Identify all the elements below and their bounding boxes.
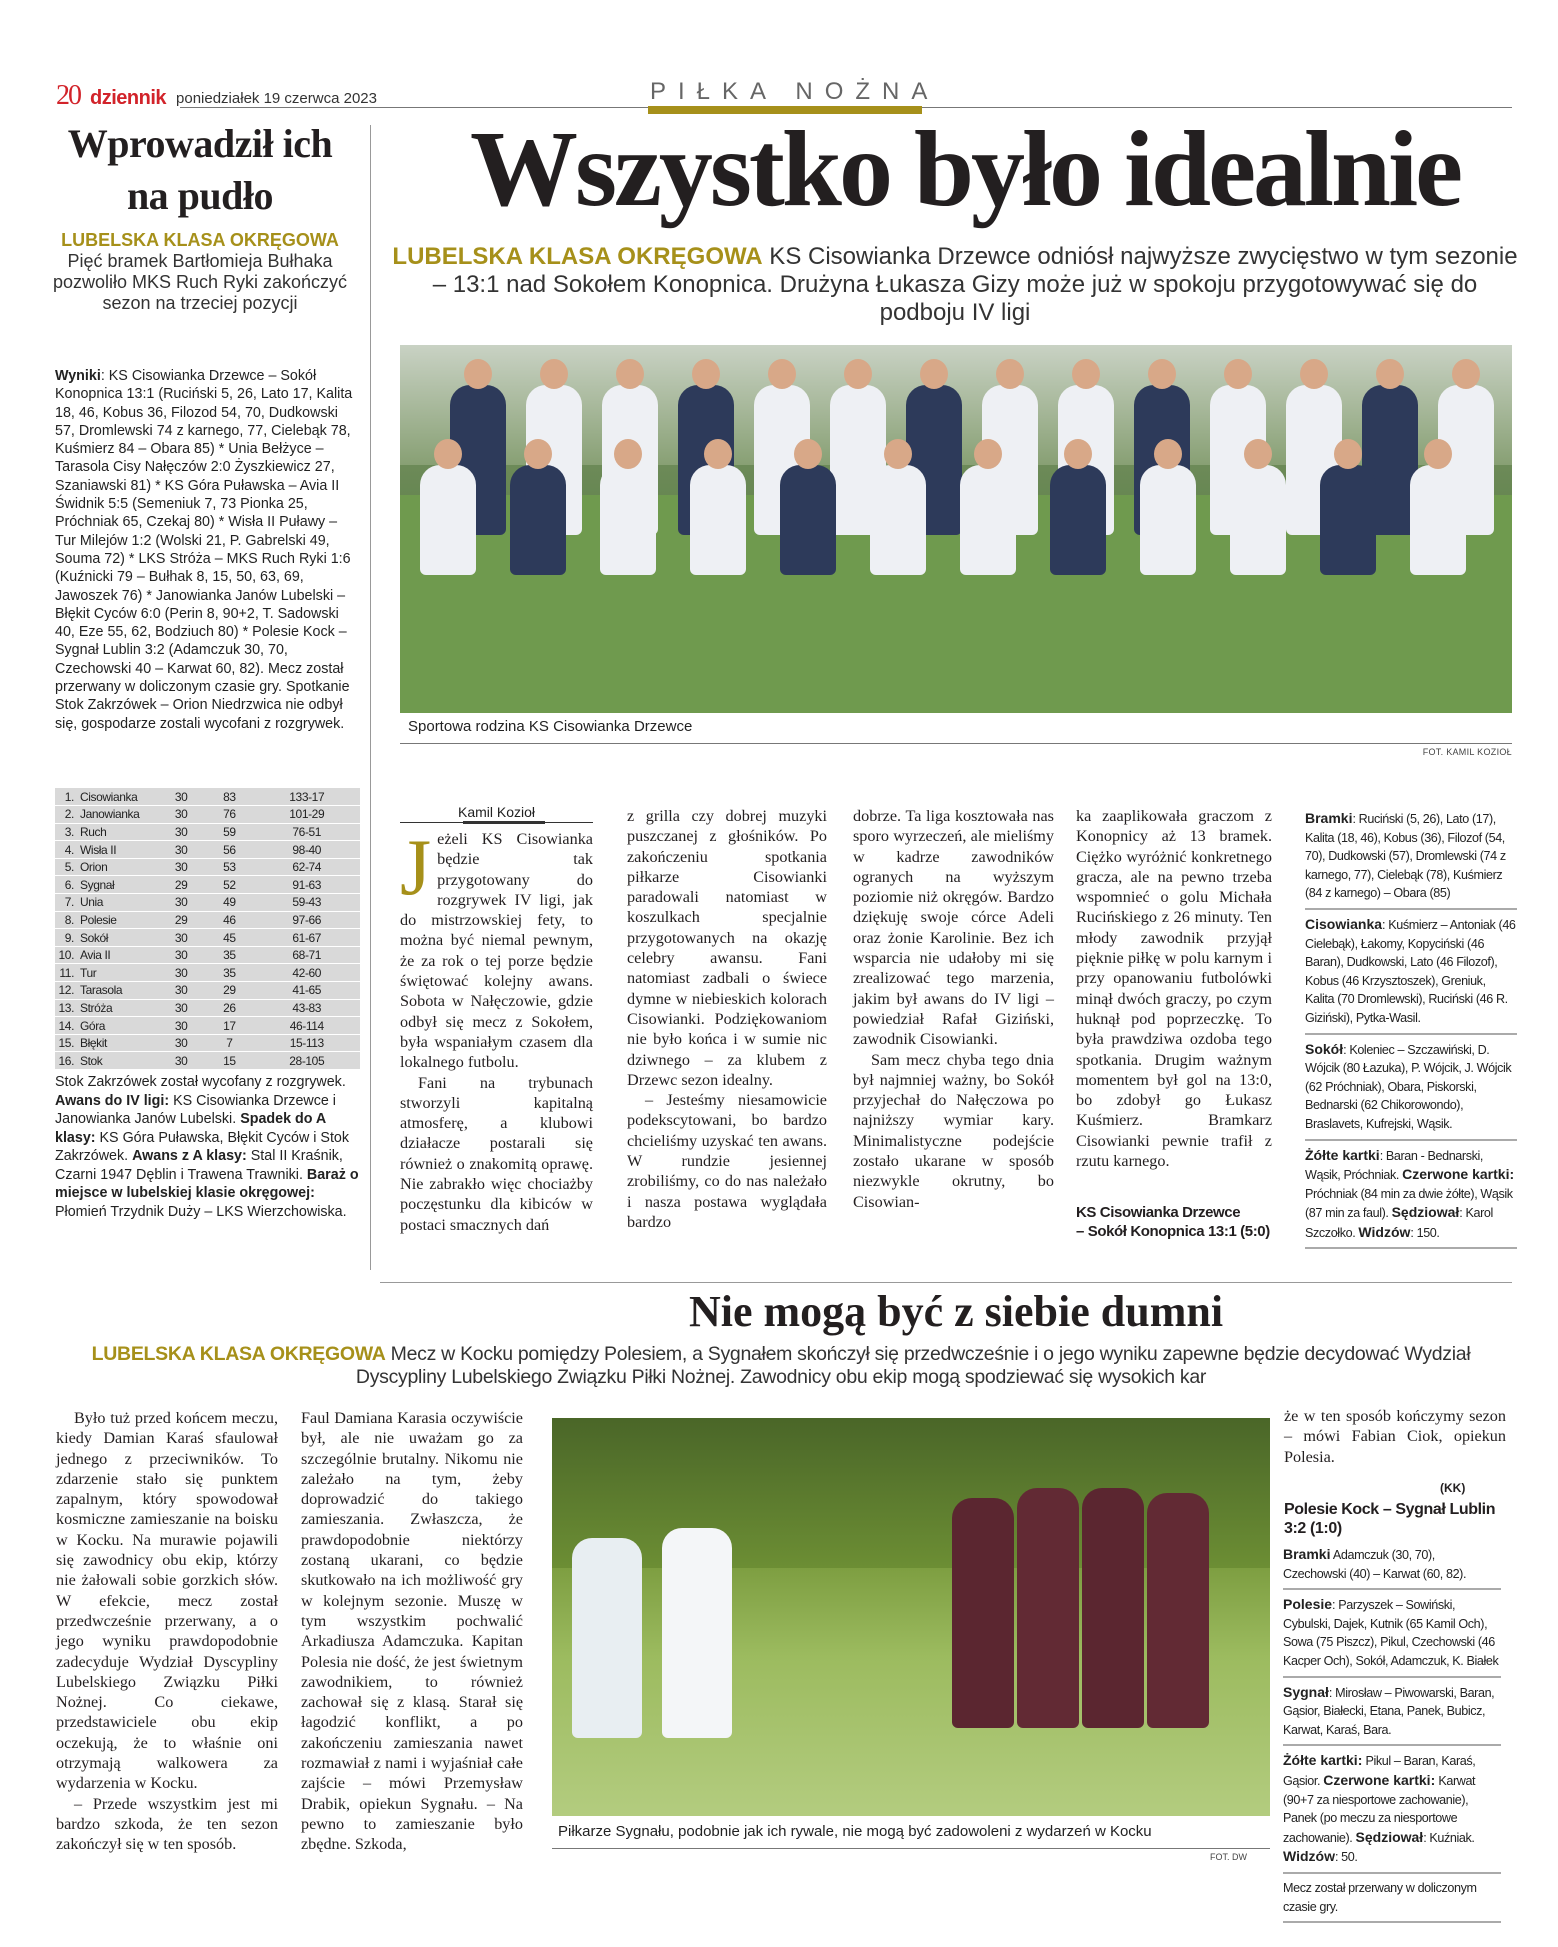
facts-label: Cisowianka (1305, 915, 1383, 932)
facts-lineup-home (1283, 1595, 1501, 1677)
standings-goals: 46-114 (254, 1017, 361, 1035)
standings-pos: 12. (55, 982, 77, 1000)
standings-pos: 15. (55, 1034, 77, 1052)
standings-goals: 41-65 (254, 982, 361, 1000)
team-photo (400, 345, 1512, 713)
table-row (55, 1052, 360, 1070)
facts-text: Adamczuk (30, 70), Czechowski (40) – Karwat (60, 82). (1283, 1548, 1467, 1581)
standings-pos: 10. (55, 946, 77, 964)
article2-column-3 (1284, 1406, 1506, 1467)
table-row (55, 788, 360, 806)
standings-pos: 1. (55, 788, 77, 806)
standings-points: 26 (205, 999, 253, 1017)
standings-team: Tur (77, 964, 157, 982)
article1-headline: Wszystko było idealnie (469, 110, 1461, 229)
standings-goals: 76-51 (254, 823, 361, 841)
facts-lineup-away (1283, 1683, 1501, 1747)
standings-points: 49 (205, 894, 253, 912)
person-head (614, 439, 642, 469)
relegation-text: KS Góra Puławska, Błękit Cyców i Stok Zakrzówek. (55, 1129, 350, 1164)
person-head (920, 359, 948, 389)
article2-match-facts (1283, 1545, 1501, 1928)
facts-text: : Mirosław – Piwowarski, Baran, Gąsior, Białecki, Etana, Panek, Bubicz, Karwat, Karaś, Bara. (1283, 1685, 1495, 1737)
standings-played: 30 (157, 806, 205, 824)
table-row (55, 999, 360, 1017)
caption-rule (552, 1848, 1270, 1849)
standings-points: 15 (205, 1052, 253, 1070)
promoted-in-label: Awans z A klasy: (132, 1148, 247, 1164)
person-head (1148, 359, 1176, 389)
article1-score (1076, 1203, 1272, 1241)
standings-played: 29 (157, 876, 205, 894)
person-head (768, 359, 796, 389)
standings-team: Stróża (77, 999, 157, 1017)
article2-lead-text: Mecz w Kocku pomiędzy Polesiem, a Sygnałem skończył się przedwcześnie i o jego wyniku zapewne będzie decydować Wydział Dyscypliny Lubelskiego Związku Piłki Nożnej. Zawodnicy obu ekip mogą spodziewać się wysokich kar (355, 1343, 1471, 1388)
standings-points: 52 (205, 876, 253, 894)
standings-pos: 2. (55, 806, 77, 824)
promoted-in-text: Stal II Kraśnik, Czarni 1947 Dęblin i Trawena Trawniki. (55, 1148, 343, 1183)
standings-goals: 101-29 (254, 806, 361, 824)
person-head (1244, 439, 1272, 469)
sidebar-kicker: LUBELSKA KLASA OKRĘGOWA (61, 230, 339, 250)
standings-goals: 15-113 (254, 1034, 361, 1052)
facts-goals (1283, 1545, 1501, 1590)
standings-played: 30 (157, 946, 205, 964)
standings-team: Orion (77, 858, 157, 876)
standings-goals: 91-63 (254, 876, 361, 894)
standings-played: 30 (157, 858, 205, 876)
person-head (996, 359, 1024, 389)
standings-points: 17 (205, 1017, 253, 1035)
playoff-text: Płomień Trzydnik Duży – LKS Wierzchowiska. (55, 1203, 347, 1220)
paragraph: ka zaaplikowała graczom z Konopnicy aż 13 bramek. Ciężko wyróżnić konkretnego gracza, ale na pewno trzeba wspomnieć o golu Michała Rucińskiego z 26 minuty. Ten młody zawodnik przyjął pięknie piłkę w polu karnym i przy opanowaniu futbolówki minął dwóch graczy, po czym huknął pod poprzeczkę. To była prawdziwa ozdoba tego spotkania. Drugim ważnym momentem był gol na 13:0, bo zdobył go Łukasz Kuśmierz. Bramkarz Cisowianki pewnie trafił z rzutu karnego. (1076, 807, 1272, 1171)
column-divider (370, 125, 371, 1270)
standings-team: Ruch (77, 823, 157, 841)
table-row (55, 858, 360, 876)
person-figure (870, 465, 926, 575)
person-head (540, 359, 568, 389)
playoff-label: Baraż o miejsce w lubelskiej klasie okręgowej: (55, 1166, 359, 1201)
facts-text: Próchniak (84 min za dwie żółte), Wąsik (87 min za faul). (1305, 1186, 1513, 1221)
standings-pos: 6. (55, 876, 77, 894)
article2-kicker: LUBELSKA KLASA OKRĘGOWA (91, 1343, 386, 1365)
standings-played: 29 (157, 911, 205, 929)
standings-goals: 42-60 (254, 964, 361, 982)
person-figure (600, 465, 656, 575)
person-figure (1410, 465, 1466, 575)
drop-cap: J (400, 824, 432, 912)
standings-pos: 5. (55, 858, 77, 876)
facts-text: : 50. (1334, 1850, 1358, 1865)
standings-goals: 28-105 (254, 1052, 361, 1070)
standings-pos: 16. (55, 1052, 77, 1070)
person-head (884, 439, 912, 469)
table-row (55, 1034, 360, 1052)
score-line-2: – Sokół Konopnica 13:1 (5:0) (1076, 1223, 1270, 1240)
facts-label: Bramki (1283, 1546, 1331, 1562)
facts-text: Mecz został przerwany w doliczonym czasie gry. (1283, 1880, 1477, 1914)
standings-played: 30 (157, 1034, 205, 1052)
facts-text: Pikul – Baran, Karaś, Gąsior. (1283, 1754, 1476, 1788)
paragraph: Faul Damiana Karasia oczywiście był, ale nie uważam go za szczególnie brutalny. Nikomu nie zależało na tym, żeby doprowadzić do takiego zamieszania. Zwłaszcza, że prawdopodobnie niektórzy zostaną ukarani, co będzie skutkowało na ich możliwość gry w kolejnym sezonie. Muszę w tym wszystkim pochwalić Arkadiusza Adamczuka. Kapitan Polesia nie dość, że jest świetnym zawodnikiem, to również zachował się z klasą. Starał się łagodzić konflikt, a po zakończeniu zamieszania nawet rozmawiał z nami i wyjaśniał całe zajście – mówi Przemysław Drabik, opiekun Sygnału. – Na pewno to zamieszanie było zbędne. Szkoda, (301, 1409, 523, 1854)
facts-label: Bramki (1305, 810, 1353, 826)
facts-text: : Parzyszek – Sowiński, Cybulski, Dajek, Kutnik (65 Kamil Och), Sowa (75 Piszcz), Pikul, Czechowski (46 Kacper Och), Sokół, Adamczuk, K. Białek (1283, 1598, 1499, 1668)
person-head (1424, 439, 1452, 469)
promotion-text: KS Cisowianka Drzewce i Janowianka Janów Lubelski. (55, 1092, 336, 1127)
standings-table (55, 788, 360, 1070)
byline: Kamil Kozioł (457, 804, 536, 820)
masthead (56, 80, 377, 111)
article2-headline: Nie mogą być z siebie dumni (688, 1287, 1224, 1336)
table-row (55, 806, 360, 824)
person-head (524, 439, 552, 469)
table-row (55, 911, 360, 929)
facts-label: Sygnał (1283, 1683, 1329, 1700)
table-row (55, 964, 360, 982)
standings-pos: 9. (55, 929, 77, 947)
paragraph: Było tuż przed końcem meczu, kiedy Damian Karaś sfaulował jednego z przeciwników. To zdarzenie stało się punktem zapalnym, który spowodował kosmiczne zamieszanie na boisku w Kocku. Na murawie pojawili się zawodnicy obu ekip, którzy nie żałowali sobie gorzkich słów. W efekcie, mecz został przedwcześnie przerwany, a o jego wyniku prawdopodobnie zadecyduje Wydział Dyscypliny Lubelskiego Związku Piłki Nożnej. Co ciekawe, przedstawiciele obu ekip oczekują, że to właśnie oni otrzymają walkowera za wydarzenia w Kocku. (56, 1409, 278, 1793)
section-label: PIŁKA NOŻNA (650, 78, 940, 105)
article1-match-facts (1305, 809, 1517, 1254)
paragraph: – Przede wszystkim jest mi bardzo szkoda, że ten sezon zakończył się w ten sposób. (56, 1794, 278, 1854)
facts-label: Czerwone kartki: (1323, 1771, 1436, 1788)
standings-goals: 62-74 (254, 858, 361, 876)
standings-team: Cisowianka (77, 788, 157, 806)
facts-text: : Kuśmierz – Antoniak (46 Cielebąk), Łakomy, Kopyciński (46 Baran), Dudkowski, Lato (46 Filozof), Kobus (46 Krzysztoszek), Greniuk, Kalita (70 Dromlewski), Ruciński (46 R. Giziński), Pytka-Wasil. (1305, 917, 1516, 1025)
person-figure (780, 465, 836, 575)
standings-team: Tarasola (77, 982, 157, 1000)
standings-points: 83 (205, 788, 253, 806)
standings-played: 30 (157, 1052, 205, 1070)
standings-played: 30 (157, 788, 205, 806)
caption-rule (400, 743, 1512, 744)
person-head (1064, 439, 1092, 469)
article2-column-2 (301, 1408, 523, 1855)
results-block (55, 367, 360, 733)
facts-lineup-away (1305, 1040, 1517, 1141)
person-figure (420, 465, 476, 575)
person-figure (960, 465, 1016, 575)
person-head (974, 439, 1002, 469)
article2-score (1284, 1500, 1504, 1538)
table-row (55, 894, 360, 912)
standings-played: 30 (157, 841, 205, 859)
person-figure (1230, 465, 1286, 575)
person-head (464, 359, 492, 389)
standings-note: Stok Zakrzówek został wycofany z rozgrywek. (55, 1074, 346, 1090)
person-head (1224, 359, 1252, 389)
standings-goals: 133-17 (254, 788, 361, 806)
standings-points: 53 (205, 858, 253, 876)
byline-bar (463, 821, 545, 824)
person-head (1452, 359, 1480, 389)
standings-pos: 11. (55, 964, 77, 982)
standings-team: Unia (77, 894, 157, 912)
player-maroon (952, 1498, 1014, 1728)
facts-label: Sędziował (1391, 1204, 1460, 1221)
facts-label: Sędziował (1355, 1828, 1424, 1845)
standings-team: Polesie (77, 911, 157, 929)
person-head (1376, 359, 1404, 389)
article2-column-1 (56, 1408, 278, 1855)
paragraph: Sam mecz chyba tego dnia był najmniej ważny, bo Sokół przyjechał do Nałęczowa po najniższy wymiar kary. Minimalistyczne podejście zostało ukarane w sposób niezwykle okrutny, bo Cisowian- (853, 1050, 1054, 1211)
standings-played: 30 (157, 1017, 205, 1035)
sidebar-title: Wprowadził ich na pudło (67, 121, 333, 218)
person-figure (690, 465, 746, 575)
standings-played: 30 (157, 999, 205, 1017)
facts-label: Widzów (1283, 1848, 1335, 1865)
table-row (55, 929, 360, 947)
person-head (434, 439, 462, 469)
standings-pos: 4. (55, 841, 77, 859)
photo2-caption: Piłkarze Sygnału, podobnie jak ich rywale, nie mogą być zadowoleni z wydarzeń w Kocku (558, 1823, 1152, 1840)
standings-team: Wisła II (77, 841, 157, 859)
standings-played: 30 (157, 982, 205, 1000)
results-text: : KS Cisowianka Drzewce – Sokół Konopnica 13:1 (Ruciński 5, 26, Lato 17, Kalita 18, 46, Kobus 36, Filozod 54, 70, Dudkowski 57, Dromlewski 74 z karnego, 77, Cielebąk 78, Kuśmierz 84 – Obara 85) * Unia Bełżyce – Tarasola Cisy Nałęczów 2:0 Żyszkiewicz 27, Szaniawski 81) * KS Góra Puławska – Avia II Świdnik 5:5 (Semeniuk 7, 73 Pionka 25, Próchniak 65, Czekaj 80) * Wisła II Puławy – Tur Milejów 1:2 (Wolski 21, P. Gabrelski 49, Souma 72) * LKS Stróża – MKS Ruch Ryki 1:6 (Kuźnicki 79 – Bułhak 8, 15, 50, 63, 69, Jawoszek 76) * Janowianka Janów Lubelski – Błękit Cyców 6:0 (Perin 8, 90+2, T. Sadowski 40, Eze 55, 62, Bodziuch 80) * Polesie Kock – Sygnał Lublin 3:2 (Adamczuk 30, 70, Czechowski 40 – Karwat 60, 82). Mecz został przerwany w doliczonym czasie gry. Spotkanie Stok Zakrzówek – Orion Niedrzwica nie odbył się, gospodarze zostali wycofani z rozgrywek. (55, 368, 353, 732)
facts-cards-referee (1283, 1751, 1501, 1874)
section-rule (380, 1282, 1512, 1283)
player-white (572, 1538, 642, 1738)
facts-note (1283, 1879, 1501, 1923)
table-row (55, 982, 360, 1000)
standings-points: 7 (205, 1034, 253, 1052)
standings-played: 30 (157, 823, 205, 841)
facts-label: Polesie (1283, 1596, 1333, 1613)
author-initials: (KK) (1440, 1481, 1466, 1495)
standings-team: Janowianka (77, 806, 157, 824)
score-line-1: Polesie Kock – Sygnał Lublin (1284, 1501, 1496, 1518)
paragraph: że w ten sposób kończymy sezon – mówi Fabian Ciok, opiekun Polesia. (1284, 1407, 1506, 1466)
player-maroon (1017, 1488, 1079, 1728)
person-figure (1320, 465, 1376, 575)
results-label: Wyniki (55, 368, 101, 384)
facts-text: : Ruciński (5, 26), Lato (17), Kalita (18, 46), Kobus (36), Filozof (54, 70), Dudkowski (57), Dromlewski (74 z karnego, 77), Cielebąk (78), Kuśmierz (84 z karnego) – Obara (85) (1305, 812, 1506, 901)
facts-label: Czerwone kartki: (1402, 1166, 1515, 1183)
standings-points: 46 (205, 911, 253, 929)
article2-lead (50, 1343, 1512, 1389)
facts-label: Widzów (1358, 1223, 1411, 1240)
standings-played: 30 (157, 894, 205, 912)
photo1-credit: FOT. KAMIL KOZIOŁ (1422, 747, 1512, 757)
standings-team: Stok (77, 1052, 157, 1070)
person-figure (1140, 465, 1196, 575)
person-head (1154, 439, 1182, 469)
facts-text: : Karol Szczołko. (1305, 1206, 1493, 1240)
person-head (704, 439, 732, 469)
relegation-label: Spadek do A klasy: (55, 1111, 326, 1146)
standings-pos: 8. (55, 911, 77, 929)
photo1-caption: Sportowa rodzina KS Cisowianka Drzewce (408, 718, 693, 735)
facts-cards-referee (1305, 1146, 1517, 1250)
standings-goals: 68-71 (254, 946, 361, 964)
person-head (844, 359, 872, 389)
standings-team: Sygnał (77, 876, 157, 894)
score-line-1: KS Cisowianka Drzewce (1076, 1204, 1241, 1221)
standings-team: Avia II (77, 946, 157, 964)
standings-points: 59 (205, 823, 253, 841)
standings-points: 29 (205, 982, 253, 1000)
standings-played: 30 (157, 964, 205, 982)
standings-points: 35 (205, 964, 253, 982)
player-maroon (1147, 1493, 1209, 1728)
standings-points: 35 (205, 946, 253, 964)
promotion-label: Awans do IV ligi: (55, 1092, 170, 1109)
sidebar-lead-text: Pięć bramek Bartłomieja Bułhaka pozwoliło MKS Ruch Ryki zakończyć sezon na trzeciej pozycji (52, 251, 348, 313)
article1-column-2 (627, 806, 827, 1232)
facts-text: : Koleniec – Szczawiński, D. Wójcik (80 Łazuka), P. Wójcik, J. Wójcik (62 Próchniak), Obara, Piskorski, Bednarski (62 Chikorowondo), Braslavets, Kufrejski, Wąsik. (1305, 1042, 1512, 1131)
article1-column-1 (400, 824, 593, 1235)
match-photo (552, 1418, 1270, 1816)
person-figure (1050, 465, 1106, 575)
article1-kicker: LUBELSKA KLASA OKRĘGOWA (392, 243, 763, 270)
person-head (1072, 359, 1100, 389)
table-row (55, 841, 360, 859)
score-line-2: 3:2 (1:0) (1284, 1520, 1342, 1537)
article1-lead-text: KS Cisowianka Drzewce odniósł najwyższe zwycięstwo w tym sezonie – 13:1 nad Sokołem Konopnica. Drużyna Łukasza Gizy może już w spokoju przygotowywać się do podboju IV ligi (432, 243, 1518, 326)
player-white (662, 1528, 732, 1738)
standings-points: 56 (205, 841, 253, 859)
person-head (616, 359, 644, 389)
facts-lineup-home (1305, 915, 1517, 1035)
paragraph: dobrze. Ta liga kosztowała nas sporo wyrzeczeń, ale mieliśmy w kadrze zawodników ogranych na wyższym poziomie niż okręgów. Bardzo dziękuję swoje córce Adeli oraz żonie Karolinie. Bez ich wsparcia nie udałoby mi się zrealizować tego marzenia, jakim był awans do IV ligi – powiedział Rafał Giziński, zawodnik Cisowianki. (853, 807, 1054, 1049)
facts-goals (1305, 809, 1517, 910)
issue-date: poniedziałek 19 czerwca 2023 (176, 90, 377, 107)
person-figure (510, 465, 566, 575)
standings-goals: 98-40 (254, 841, 361, 859)
standings-points: 45 (205, 929, 253, 947)
paragraph: z grilla czy dobrej muzyki puszczanej z głośników. Po zakończeniu spotkania piłkarze Cisowianki paradowali natomiast w koszulkach specjalnie przygotowanych na okazję celebry awansu. Fani natomiast zadbali o świece dymne w niebieskich kolorach Cisowianki. Podziękowaniom nie było końca i w sumie nic dziwnego – za klubem z Drzewc sezon idealny. (627, 807, 827, 1089)
facts-text: : 150. (1410, 1225, 1440, 1240)
facts-label: Żółte kartki: (1283, 1752, 1363, 1769)
standings-goals: 61-67 (254, 929, 361, 947)
standings-pos: 7. (55, 894, 77, 912)
paragraph: – Jesteśmy niesamowicie podekscytowani, bo bardzo chcieliśmy uzyskać ten awans. W rundzie jesiennej zrobiliśmy, co do nas należało i nasza postawa wyglądała bardzo (627, 1091, 827, 1231)
table-row (55, 876, 360, 894)
paragraph: eżeli KS Cisowianka będzie tak przygotowany do rozgrywek IV ligi, jak do mistrzowskiej fety, to można być niemal pewnym, że za rok o tej porze będzie świętować kolejny awans. Sobota w Nałęczowie, gdzie odbył się mecz z Sokołem, była wspaniałym czasem dla lokalnego futbolu. (400, 830, 593, 1072)
facts-text: : Kuźniak. (1423, 1830, 1475, 1845)
standings-pos: 14. (55, 1017, 77, 1035)
article1-lead (390, 243, 1520, 327)
facts-label: Żółte kartki (1305, 1146, 1380, 1163)
standings-pos: 13. (55, 999, 77, 1017)
standings-team: Błękit (77, 1034, 157, 1052)
person-head (1334, 439, 1362, 469)
player-maroon (1082, 1488, 1144, 1728)
article1-column-3 (853, 806, 1054, 1212)
facts-text: : Baran - Bednarski, Wąsik, Próchniak. (1305, 1148, 1483, 1183)
facts-text: Karwat (90+7 za niesportowe zachowanie), Panek (po meczu za niesportowe zachowanie). (1283, 1773, 1476, 1845)
standings-goals: 43-83 (254, 999, 361, 1017)
season-summary (55, 1073, 360, 1221)
sidebar-lead (50, 230, 350, 314)
facts-label: Sokół (1305, 1040, 1344, 1057)
standings-goals: 59-43 (254, 894, 361, 912)
standings-points: 76 (205, 806, 253, 824)
standings-played: 30 (157, 929, 205, 947)
paragraph: Fani na trybunach stworzyli kapitalną atmosferę, a klubowi działacze postarali się również o znakomitą oprawę. Nie zabrakło więc chociażby poczęstunku dla kibiców w postaci smacznych dań (400, 1073, 593, 1234)
table-row (55, 1017, 360, 1035)
page-number: 20 (56, 80, 80, 111)
person-head (692, 359, 720, 389)
standings-pos: 3. (55, 823, 77, 841)
brand-logo: dziennik (90, 87, 167, 109)
table-row (55, 946, 360, 964)
photo2-credit: FOT. DW (1210, 1852, 1247, 1862)
article1-column-4 (1076, 806, 1272, 1171)
standings-team: Góra (77, 1017, 157, 1035)
table-row (55, 823, 360, 841)
person-head (1300, 359, 1328, 389)
standings-team: Sokół (77, 929, 157, 947)
person-head (794, 439, 822, 469)
standings-goals: 97-66 (254, 911, 361, 929)
